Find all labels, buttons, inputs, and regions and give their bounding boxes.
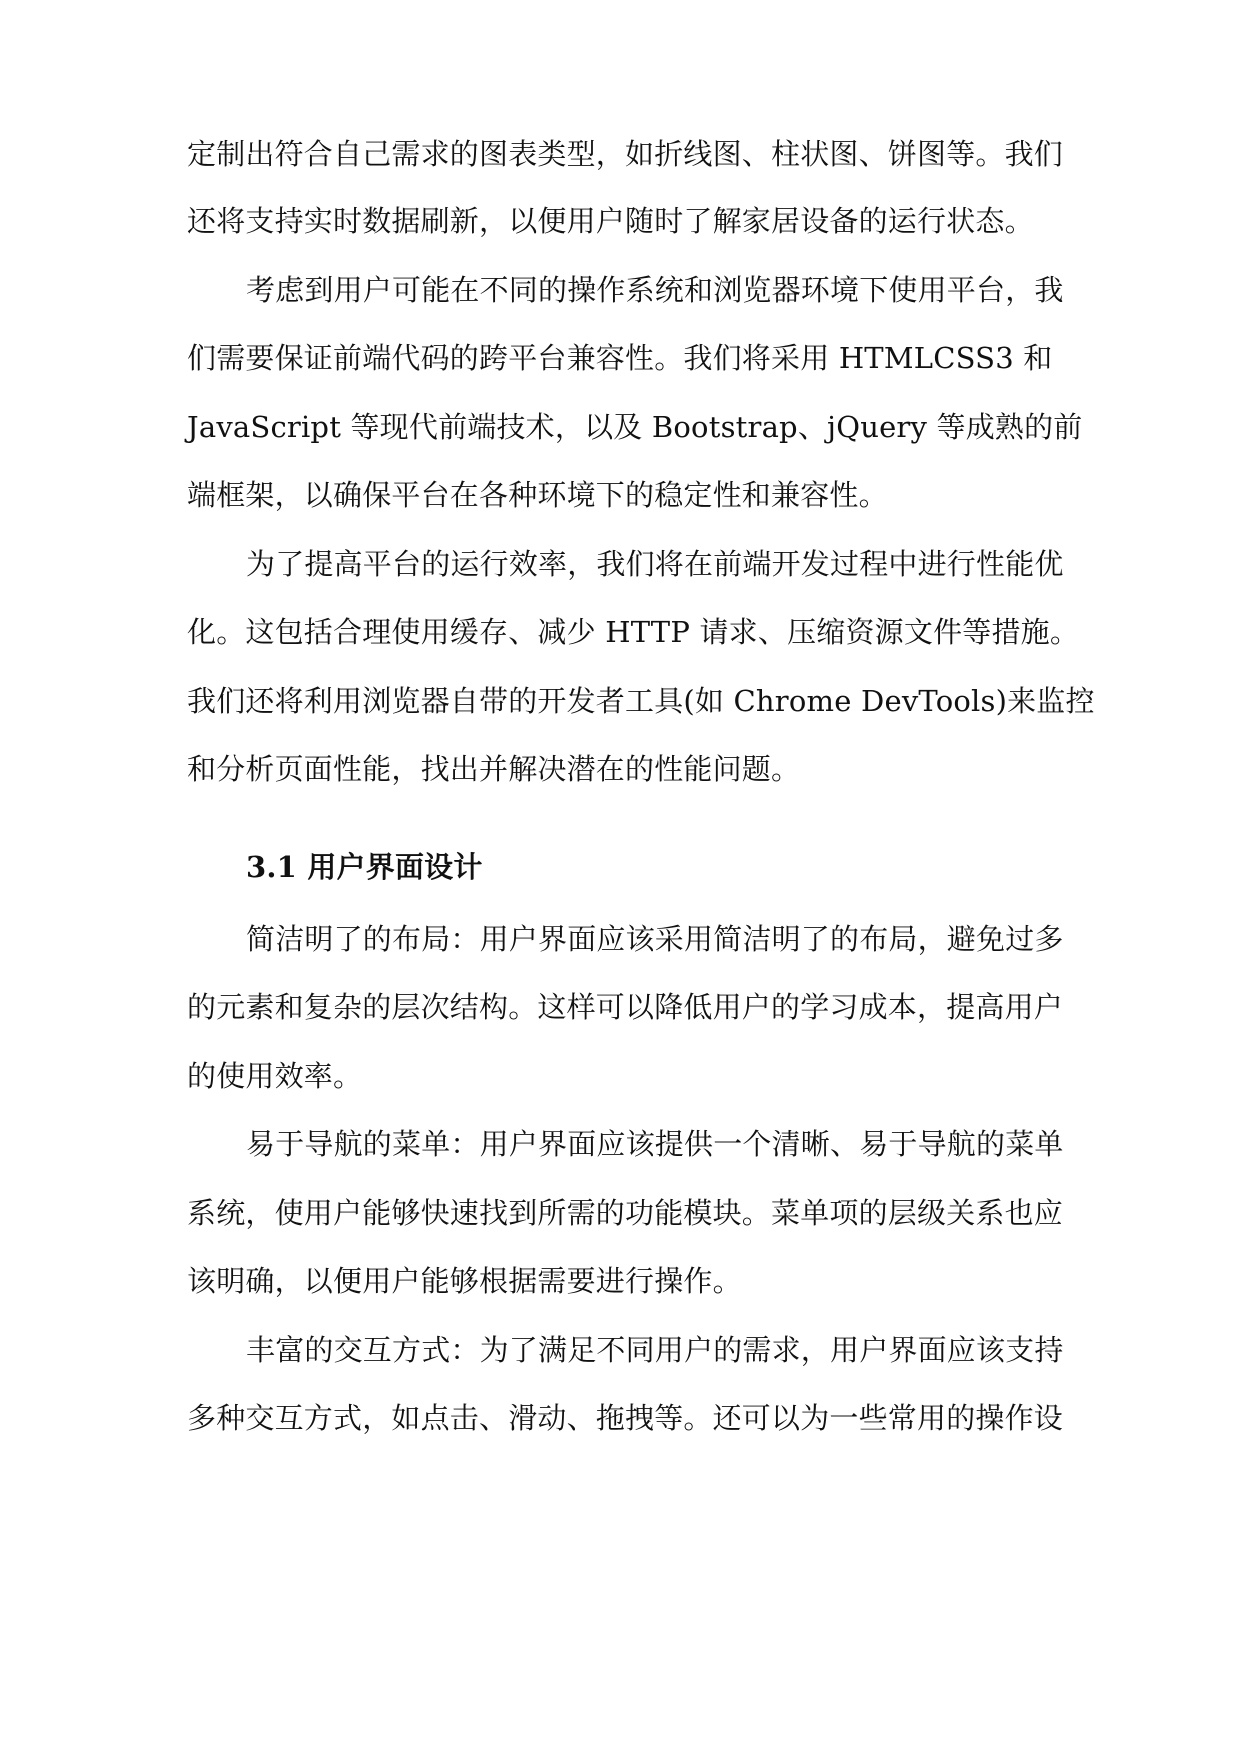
text-line: 们需要保证前端代码的跨平台兼容性。我们将采用 HTMLCSS3 和: [187, 341, 1053, 375]
text-line: 化。这包括合理使用缓存、减少 HTTP 请求、压缩资源文件等措施。: [187, 615, 1080, 649]
text-line: 系统，使用户能够快速找到所需的功能模块。菜单项的层级关系也应: [187, 1196, 1064, 1230]
text-line: 简洁明了的布局：用户界面应该采用简洁明了的布局，避免过多: [246, 922, 1064, 956]
text-line: 还将支持实时数据刷新，以便用户随时了解家居设备的运行状态。: [187, 204, 1034, 238]
text-line: 考虑到用户可能在不同的操作系统和浏览器环境下使用平台，我: [246, 273, 1064, 307]
text-line: 丰富的交互方式：为了满足不同用户的需求，用户界面应该支持: [246, 1333, 1064, 1367]
section-heading: 3.1 用户界面设计: [246, 850, 483, 884]
text-line: JavaScript 等现代前端技术，以及 Bootstrap、jQuery 等成熟的前: [187, 410, 1083, 444]
text-line: 的元素和复杂的层次结构。这样可以降低用户的学习成本，提高用户: [187, 990, 1064, 1024]
text-line: 该明确，以便用户能够根据需要进行操作。: [187, 1264, 742, 1298]
text-line: 多种交互方式，如点击、滑动、拖拽等。还可以为一些常用的操作设: [187, 1401, 1064, 1435]
text-line: 定制出符合自己需求的图表类型，如折线图、柱状图、饼图等。我们: [187, 137, 1064, 171]
text-line: 端框架，以确保平台在各种环境下的稳定性和兼容性。: [187, 478, 888, 512]
text-line: 我们还将利用浏览器自带的开发者工具(如 Chrome DevTools)来监控: [187, 684, 1095, 718]
text-line: 为了提高平台的运行效率，我们将在前端开发过程中进行性能优: [246, 547, 1064, 581]
text-line: 的使用效率。: [187, 1059, 363, 1093]
text-line: 易于导航的菜单：用户界面应该提供一个清晰、易于导航的菜单: [246, 1127, 1064, 1161]
text-line: 和分析页面性能，找出并解决潜在的性能问题。: [187, 752, 801, 786]
